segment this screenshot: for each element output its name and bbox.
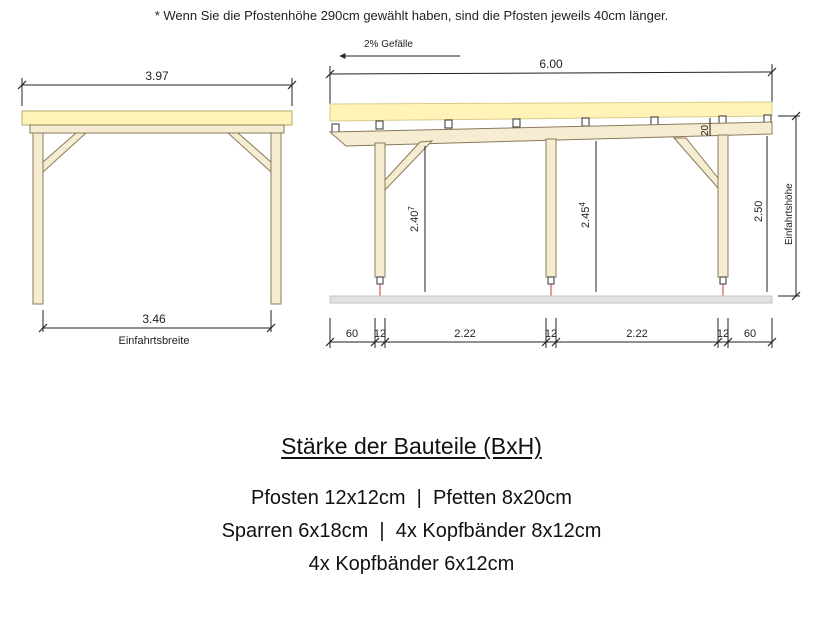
front-roof-board <box>22 111 292 125</box>
front-brace-right <box>228 133 271 172</box>
bottom-dim-5: 12 <box>716 328 730 340</box>
bottom-dim-0: 60 <box>345 328 359 340</box>
bottom-dim-1: 12 <box>373 328 387 340</box>
component-specs <box>0 433 823 581</box>
side-post-middle <box>546 139 556 277</box>
slope-label: 2% Gefälle <box>364 39 413 50</box>
side-brace-right <box>674 138 718 188</box>
post-footings <box>377 277 726 296</box>
purlin-height: 20 <box>700 124 711 136</box>
height-mid: 2.45$^4$ <box>578 202 592 228</box>
bottom-dim-6: 60 <box>743 328 757 340</box>
front-rafter <box>30 125 284 133</box>
spec-line-1: Pfosten 12x12cm | Pfetten 8x20cm <box>251 487 572 509</box>
front-post-right <box>271 133 281 304</box>
front-clear-width: 3.46 <box>142 312 166 326</box>
bottom-dim-4: 2.22 <box>626 328 648 340</box>
front-overall-width: 3.97 <box>145 69 169 83</box>
front-clear-width-label: Einfahrtsbreite <box>118 335 190 347</box>
side-view <box>326 39 800 348</box>
ground-line <box>330 296 772 303</box>
spec-line-2: Sparren 6x18cm | 4x Kopfbänder 8x12cm <box>221 520 602 542</box>
spec-line-3: 4x Kopfbänder 6x12cm <box>308 553 515 575</box>
side-overall-length: 6.00 <box>539 57 563 71</box>
side-post-right <box>718 135 728 277</box>
length-note: * Wenn Sie die Pfostenhöhe 290cm gewählt haben, sind die Pfosten jeweils 40cm länger. <box>154 8 669 23</box>
clear-height-label: Einfahrtshöhe <box>784 183 795 245</box>
spec-title: Stärke der Bauteile (BxH) <box>281 433 542 459</box>
bottom-dim-3: 12 <box>544 328 558 340</box>
front-post-left <box>33 133 43 304</box>
side-post-left <box>375 143 385 277</box>
height-left: 2.40$^7$ <box>407 206 421 232</box>
side-roof-board <box>330 102 772 121</box>
front-view <box>18 69 296 347</box>
front-brace-left <box>43 133 86 172</box>
height-total: 2.50 <box>753 200 765 222</box>
bottom-dim-2: 2.22 <box>454 328 476 340</box>
side-overall-dim-line <box>330 72 772 74</box>
